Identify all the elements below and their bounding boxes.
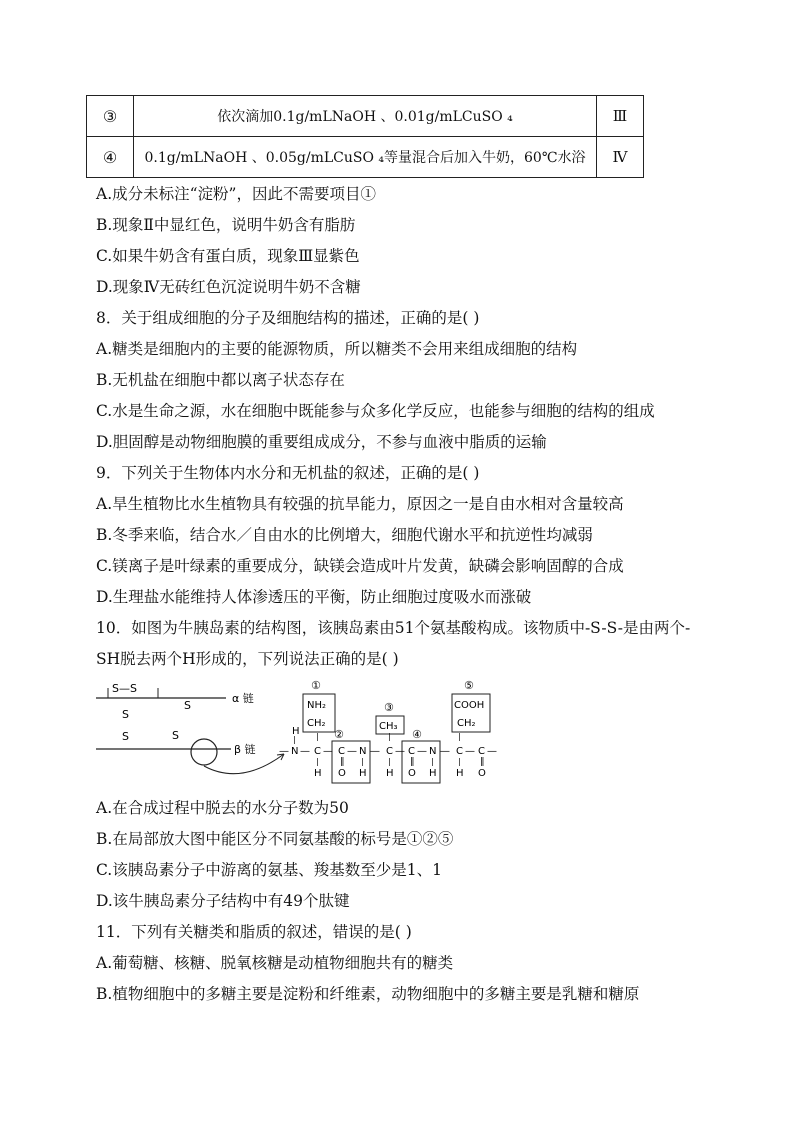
q10-stem-line1: 10．如图为牛胰岛素的结构图，该胰岛素由51个氨基酸构成。该物质中-S-S-是由两个- [96,619,691,637]
table-row [87,137,644,178]
q10-option-b: B.在局部放大图中能区分不同氨基酸的标号是①②⑤ [96,830,454,848]
sulfur-label: S [122,708,129,721]
bond: — [323,746,333,757]
ch2-group: CH₂ [457,718,476,729]
q7-option-a: A.成分未标注“淀粉”，因此不需要项目① [96,185,376,203]
q9-option-b: B.冬季来临，结合水／自由水的比例增大，细胞代谢水平和抗逆性均减弱 [96,526,593,544]
row-result: Ⅳ [597,137,644,178]
alpha-chain-label: α 链 [232,692,254,705]
experiment-table [86,95,644,178]
atom-h: H [292,726,300,737]
atom-h: H [456,768,464,779]
atom-n: N [359,746,367,757]
bond-v: | [316,757,319,766]
bond-v: | [361,757,364,766]
q7-option-d: D.现象Ⅳ无砖红色沉淀说明牛奶不含糖 [96,278,361,296]
table-row [87,96,644,137]
bond-v: | [388,757,391,766]
q8-option-a: A.糖类是细胞内的主要的能源物质，所以糖类不会用来组成细胞的结构 [96,340,578,358]
label-2: ② [334,728,344,741]
sulfur-label: S [184,699,191,712]
bond: — [487,746,497,757]
atom-h: H [429,768,437,779]
bond: — [300,746,310,757]
row-description: 0.1g/mLNaOH 、0.05g/mLCuSO ₄等量混合后加入牛奶，60℃水浴 [134,137,597,178]
row-number: ③ [87,96,134,137]
atom-c: C [408,746,415,757]
atom-h: H [359,768,367,779]
atom-c: C [386,746,393,757]
sulfur-label: S [122,730,129,743]
ch2-group: CH₂ [307,718,326,729]
q9-option-d: D.生理盐水能维持人体渗透压的平衡，防止细胞过度吸水而涨破 [96,588,532,606]
bond-v: | [458,732,461,741]
row-description: 依次滴加0.1g/mLNaOH 、0.01g/mLCuSO ₄ [134,96,597,137]
double-bond: ‖ [410,757,415,767]
bond: — [417,746,427,757]
q10-option-a: A.在合成过程中脱去的水分子数为50 [96,799,349,817]
label-3: ③ [384,701,394,714]
beta-chain-label: β 链 [234,743,256,756]
atom-h: H [314,768,322,779]
q9-option-c: C.镁离子是叶绿素的重要成分，缺镁会造成叶片发黄，缺磷会影响固醇的合成 [96,557,624,575]
q9-stem: 9．下列关于生物体内水分和无机盐的叙述，正确的是( ) [96,464,480,482]
bond: — [370,746,380,757]
double-bond: ‖ [480,757,485,767]
atom-o: O [408,768,416,779]
magnify-circle [191,739,217,765]
bond-v: | [431,757,434,766]
atom-c: C [456,746,463,757]
bond: — [279,746,289,757]
bond: — [440,746,450,757]
insulin-structure-figure [96,676,516,786]
double-bond: ‖ [340,757,345,767]
q8-option-d: D.胆固醇是动物细胞膜的重要组成成分，不参与血液中脂质的运输 [96,433,547,451]
bond-v: | [316,732,319,741]
q8-option-c: C.水是生命之源，水在细胞中既能参与众多化学反应，也能参与细胞的结构的组成 [96,402,655,420]
atom-c: C [314,746,321,757]
sulfur-label: S [172,729,179,742]
q10-stem-line2: SH脱去两个H形成的，下列说法正确的是( ) [96,650,399,668]
label-1: ① [311,679,321,692]
bond-v: | [293,735,296,744]
q9-option-a: A.旱生植物比水生植物具有较强的抗旱能力，原因之一是自由水相对含量较高 [96,495,624,513]
q11-stem: 11．下列有关糖类和脂质的叙述，错误的是( ) [96,923,412,941]
row-number: ④ [87,137,134,178]
bond-v: | [388,732,391,741]
cooh-group: COOH [454,700,485,711]
q8-stem: 8．关于组成细胞的分子及细胞结构的描述，正确的是( ) [96,309,480,327]
intra-ss-label: S—S [112,682,137,695]
atom-c: C [338,746,345,757]
atom-c: C [478,746,485,757]
atom-o: O [478,768,486,779]
row-result: Ⅲ [597,96,644,137]
bond: — [395,746,405,757]
q8-option-b: B.无机盐在细胞中都以离子状态存在 [96,371,345,389]
q10-option-c: C.该胰岛素分子中游离的氨基、羧基数至少是1、1 [96,861,442,879]
bond-v: | [458,757,461,766]
atom-n: N [429,746,437,757]
label-5: ⑤ [464,679,474,692]
atom-n: N [291,746,299,757]
atom-h: H [386,768,394,779]
q11-option-b: B.植物细胞中的多糖主要是淀粉和纤维素，动物细胞中的多糖主要是乳糖和糖原 [96,985,640,1003]
bond: — [465,746,475,757]
label-4: ④ [412,728,422,741]
atom-o: O [338,768,346,779]
q11-option-a: A.葡萄糖、核糖、脱氧核糖是动植物细胞共有的糖类 [96,954,454,972]
q7-option-b: B.现象Ⅱ中显红色，说明牛奶含有脂肪 [96,216,356,234]
bond: — [347,746,357,757]
q10-option-d: D.该牛胰岛素分子结构中有49个肽键 [96,892,350,910]
q7-option-c: C.如果牛奶含有蛋白质，现象Ⅲ显紫色 [96,247,360,265]
nh2-group: NH₂ [307,700,327,711]
ch3-group: CH₃ [379,721,398,732]
